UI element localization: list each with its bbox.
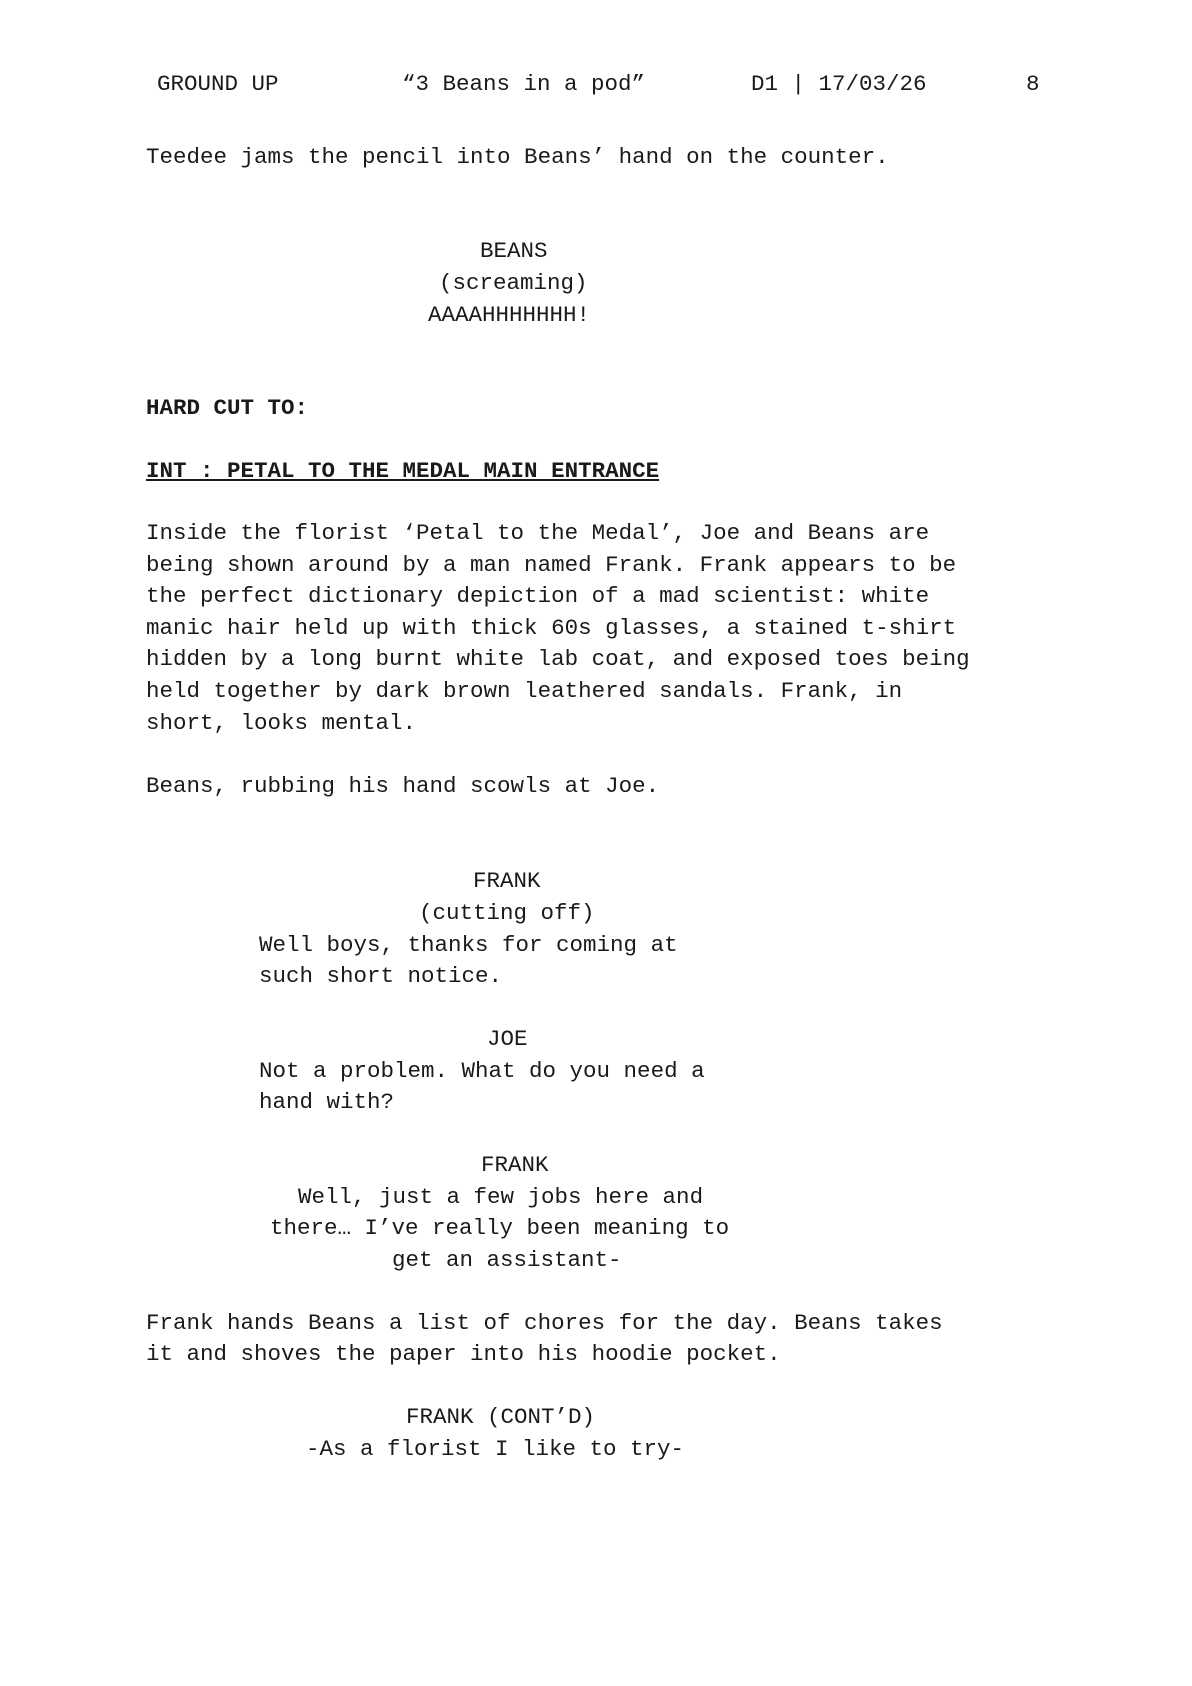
action-line: short, looks mental. xyxy=(146,709,417,736)
action-line: hidden by a long burnt white lab coat, and exposed toes being xyxy=(146,646,970,673)
action-line: Teedee jams the pencil into Beans’ hand on the counter. xyxy=(146,144,889,170)
dialogue-line: -As a florist I like to try- xyxy=(306,1436,685,1462)
action-line: it and shoves the paper into his hoodie pocket. xyxy=(146,1341,781,1367)
header-show-title: GROUND UP xyxy=(157,71,279,97)
character-name-frank: FRANK xyxy=(481,1152,549,1178)
scene-heading: INT : PETAL TO THE MEDAL MAIN ENTRANCE xyxy=(146,458,660,484)
action-line: manic hair held up with thick 60s glasses, a stained t-shirt xyxy=(146,614,957,641)
header-page-number: 8 xyxy=(1026,71,1040,97)
action-paragraph xyxy=(146,518,1046,739)
parenthetical: (cutting off) xyxy=(419,900,595,926)
character-name-beans: BEANS xyxy=(480,238,548,264)
dialogue-line: Well boys, thanks for coming at xyxy=(259,932,678,958)
character-name-frank-contd: FRANK (CONT’D) xyxy=(406,1404,596,1430)
action-line: held together by dark brown leathered sandals. Frank, in xyxy=(146,677,903,704)
dialogue-line: hand with? xyxy=(259,1089,395,1115)
dialogue-line: Not a problem. What do you need a xyxy=(259,1058,705,1084)
header-draft-date: D1 | 17/03/26 xyxy=(751,71,927,97)
dialogue-line: AAAAHHHHHHH! xyxy=(428,302,591,328)
character-name-joe: JOE xyxy=(487,1026,528,1052)
parenthetical: (screaming) xyxy=(439,270,588,296)
action-line: the perfect dictionary depiction of a mad scientist: white xyxy=(146,583,930,610)
action-line: Frank hands Beans a list of chores for the day. Beans takes xyxy=(146,1310,943,1336)
action-line: Beans, rubbing his hand scowls at Joe. xyxy=(146,773,660,799)
dialogue-line: Well, just a few jobs here and xyxy=(298,1184,704,1210)
character-name-frank: FRANK xyxy=(473,868,541,894)
header-episode-title: “3 Beans in a pod” xyxy=(402,71,646,97)
dialogue-line: get an assistant- xyxy=(392,1247,622,1273)
dialogue-line: there… I’ve really been meaning to xyxy=(270,1215,730,1241)
transition: HARD CUT TO: xyxy=(146,395,309,421)
dialogue-line: such short notice. xyxy=(259,963,503,989)
action-line: Inside the florist ‘Petal to the Medal’, Joe and Beans are xyxy=(146,520,930,546)
action-line: being shown around by a man named Frank. Frank appears to be xyxy=(146,551,957,578)
